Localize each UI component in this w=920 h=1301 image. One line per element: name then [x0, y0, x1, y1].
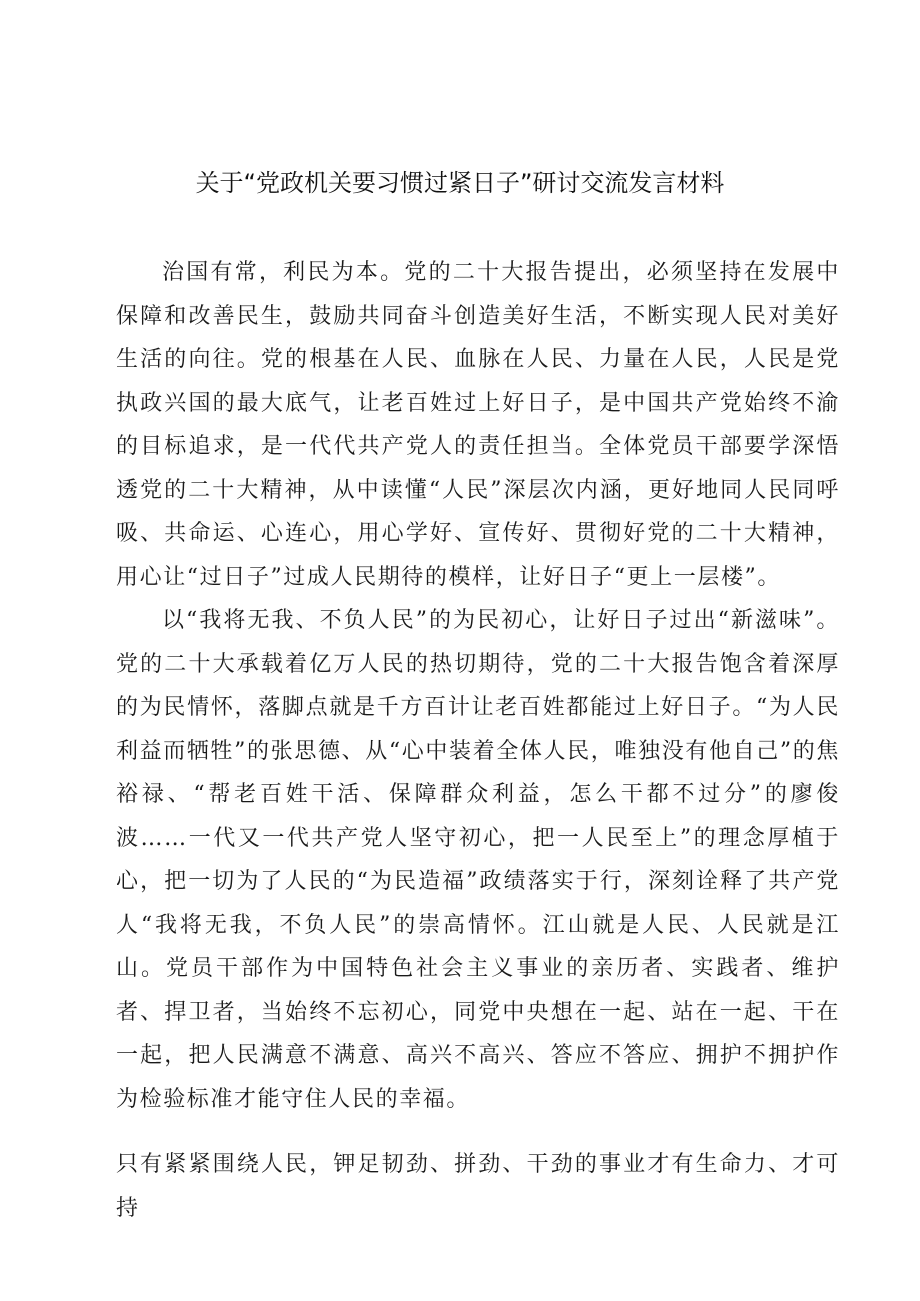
paragraph-2: 以“我将无我、不负人民”的为民初心，让好日子过出“新滋味”。党的二十大承载着亿万人民的热切期待，党的二十大报告饱含着深厚的为民情怀，落脚点就是千方百计让老百姓都能过上好日子。“为人民利益而牺牲”的张思德、从“心中装着全体人民，唯独没有他自己”的焦裕禄、“帮老百姓干活、保障群众利益，怎么干都不过分”的廖俊波……一代又一代共产党人坚守初心，把一人民至上”的理念厚植于心，把一切为了人民的“为民造福”政绩落实于行，深刻诠释了共产党人“我将无我，不负人民”的崇高情怀。江山就是人民、人民就是江山。党员干部作为中国特色社会主义事业的亲历者、实践者、维护者、捍卫者，当始终不忘初心，同党中央想在一起、站在一起、干在一起，把人民满意不满意、高兴不高兴、答应不答应、拥护不拥护作为检验标准才能守住人民的幸福。 [116, 608, 840, 1112]
paragraph-spacer [116, 1121, 840, 1143]
paragraph-1: 治国有常，利民为本。党的二十大报告提出，必须坚持在发展中保障和改善民生，鼓励共同奋斗创造美好生活，不断实现人民对美好生活的向往。党的根基在人民、血脉在人民、力量在人民，人民是党执政兴国的最大底气，让老百姓过上好日子，是中国共产党始终不渝的目标追求，是一代代共产党人的责任担当。全体党员干部要学深悟透党的二十大精神，从中读懂“人民”深层次内涵，更好地同人民同呼吸、共命运、心连心，用心学好、宣传好、贯彻好党的二十大精神，用心让“过日子”过成人民期待的模样，让好日子“更上一层楼”。 [116, 260, 840, 590]
paragraph-3: 只有紧紧围绕人民，钾足韧劲、拼劲、干劲的事业才有生命力、才可持 [116, 1152, 840, 1221]
document-body [116, 251, 840, 1230]
document-title: 关于“党政机关要习惯过紧日子”研讨交流发言材料 [195, 169, 725, 197]
